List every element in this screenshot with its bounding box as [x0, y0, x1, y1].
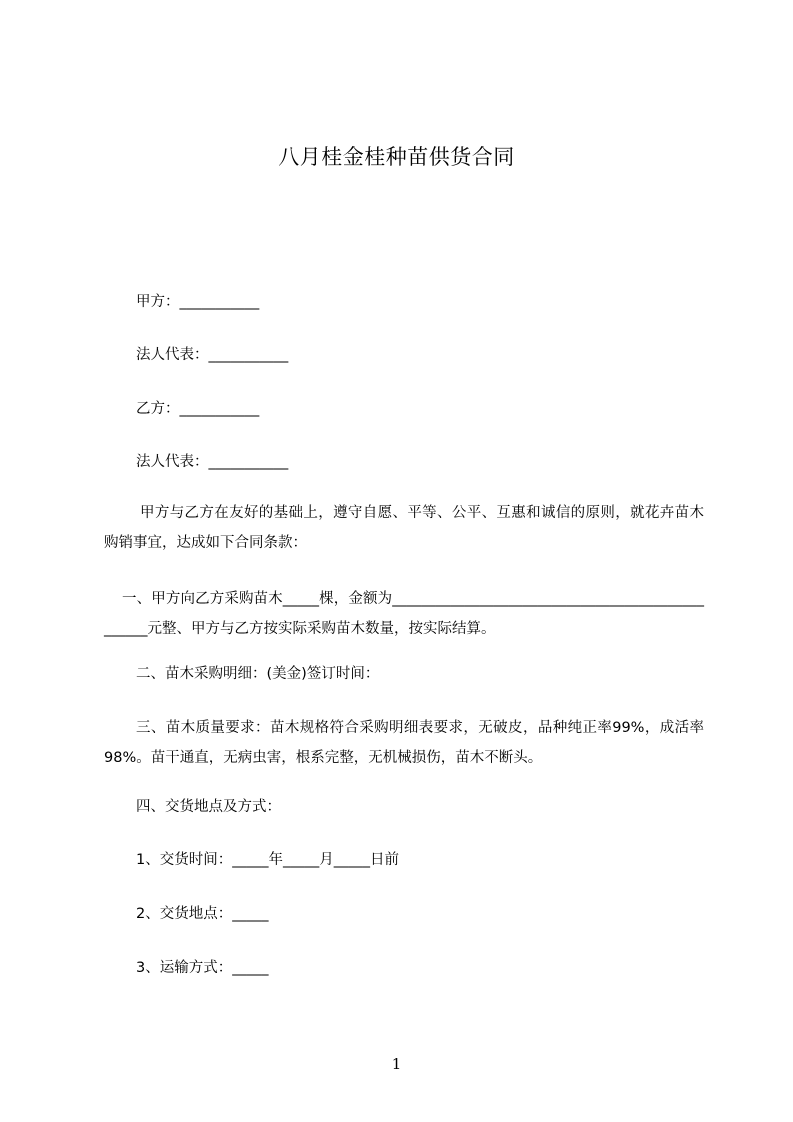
party-b-line: 乙方：___________ [136, 401, 260, 417]
delivery-time-line: 1、交货时间：_____年_____月_____日前 [136, 852, 399, 868]
party-a-line: 甲方：___________ [136, 294, 260, 310]
clause-4-heading: 四、交货地点及方式： [136, 799, 281, 815]
transport-method-line: 3、运输方式：_____ [136, 960, 269, 976]
party-b-representative-line: 法人代表：___________ [136, 454, 289, 470]
clause-3-paragraph: 三、苗木质量要求：苗木规格符合采购明细表要求，无破皮，品种纯正率99%，成活率98%。苗干通直，无病虫害，根系完整，无机械损伤，苗木不断头。 [104, 720, 704, 766]
clause-2-line: 二、苗木采购明细：(美金)签订时间： [136, 666, 380, 682]
document-title: 八月桂金桂种苗供货合同 [278, 145, 515, 169]
delivery-place-line: 2、交货地点：_____ [136, 906, 269, 922]
page-number: 1 [391, 1055, 402, 1073]
clause-1-paragraph: 一、甲方向乙方采购苗木_____棵，金额为_________________________________________________元整、甲方与乙方按实际采购苗木数量，按实际结算。 [104, 591, 704, 637]
intro-paragraph: 甲方与乙方在友好的基础上，遵守自愿、平等、公平、互惠和诚信的原则，就花卉苗木购销事宜，达成如下合同条款： [104, 505, 704, 551]
party-a-representative-line: 法人代表：___________ [136, 347, 289, 363]
